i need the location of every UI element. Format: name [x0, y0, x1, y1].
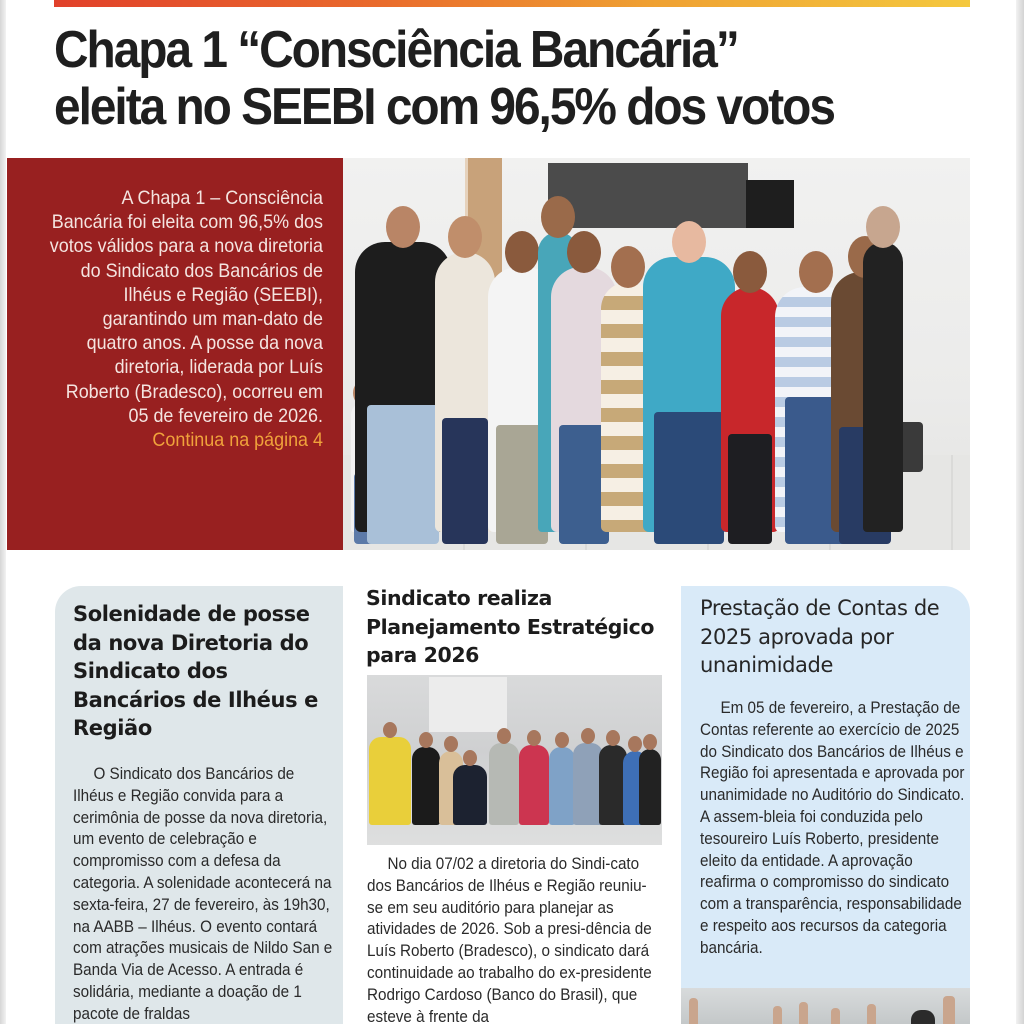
lead-panel: [7, 158, 343, 550]
headline-line-2: eleita no SEEBI com 96,5% dos votos: [54, 78, 834, 136]
photo-projection-screen: [429, 677, 507, 732]
main-headline: [54, 22, 910, 136]
article-body: No dia 07/02 a diretoria do Sindi-cato dos Bancários de Ilhéus e Região reuniu-se em seu auditório para planejar as atividades de 2026. Sob a presi-dência de Luís Roberto (Bradesco), o sindicato dará continuidade ao trabalho do ex-presidente Rodrigo Cardoso (Banco do Brasil), que esteve à frente da: [367, 855, 652, 1026]
planning-group-photo: [367, 675, 662, 845]
assembly-vote-photo: [681, 988, 970, 1024]
photo-person: [863, 242, 903, 532]
photo-wall-screen: [548, 163, 748, 228]
photo-raised-hand: [867, 1004, 876, 1024]
photo-raised-hand: [689, 998, 698, 1024]
photo-person: [549, 747, 575, 825]
article-body: O Sindicato dos Bancários de Ilhéus e Região convida para a cerimônia de posse da nova diretoria, um evento de celebração e compromisso com a defesa da categoria. A solenidade acontecerá na sexta-feira, 27 de fevereiro, às 19h30, na AABB – Ilhéus. O evento contará com atrações musicais de Nildo San e Banda Via de Acesso. A entrada é solidária, mediante a doação de 1 pacote de fraldas: [73, 765, 333, 1023]
continue-reading-link[interactable]: Continua na página 4: [152, 429, 323, 452]
lead-text: A Chapa 1 – Consciência Bancária foi eleita com 96,5% dos votos válidos para a nova diretoria do Sindicato dos Bancários de Ilhéus e Região (SEEBI), garantindo um man-dato de quatro anos. A posse da nova diretoria, liderada por Luís Roberto (Bradesco), ocorreu em 05 de fevereiro de 2026.: [49, 187, 324, 427]
article-title: Prestação de Contas de 2025 aprovada por unanimidade: [700, 596, 940, 677]
photo-tv: [746, 180, 794, 228]
photo-person: [489, 743, 519, 825]
article-title: Sindicato realiza Planejamento Estratégico para 2026: [366, 586, 655, 667]
photo-person: [721, 287, 779, 532]
article-prestacao-contas: [681, 586, 970, 1024]
article-title: Solenidade de posse da nova Diretoria do Sindicato dos Bancários de Ilhéus e Região: [73, 602, 318, 740]
photo-person: [435, 252, 495, 532]
hero-group-photo: [343, 158, 970, 550]
accent-gradient-bar: [54, 0, 970, 7]
lead-paragraph: [47, 186, 323, 452]
photo-person: [519, 745, 549, 825]
article-solenidade-posse: [55, 586, 343, 1024]
photo-person: [639, 749, 661, 825]
photo-person: [369, 737, 411, 825]
page-edge-left: [0, 0, 6, 1024]
article-body: Em 05 de fevereiro, a Prestação de Contas referente ao exercício de 2025 do Sindicato dos Bancários de Ilhéus e Região foi apresentada e aprovada por unanimidade no Auditório do Sindicato. A assem-bleia foi conduzida pelo tesoureiro Luís Roberto, presidente eleito da entidade. A aprovação reafirma o compromisso do sindicato com a transparência, responsabilidade e respeito aos recursos da categoria bancária.: [700, 699, 965, 957]
photo-person: [412, 747, 440, 825]
photo-raised-hand: [911, 1010, 935, 1024]
photo-raised-hand: [831, 1008, 840, 1024]
headline-line-1: Chapa 1 “Consciência Bancária”: [54, 21, 738, 79]
photo-raised-hand: [773, 1006, 782, 1024]
photo-person: [453, 765, 487, 825]
photo-raised-hand: [943, 996, 955, 1024]
page-edge-right: [1016, 0, 1024, 1024]
photo-raised-hand: [799, 1002, 808, 1024]
